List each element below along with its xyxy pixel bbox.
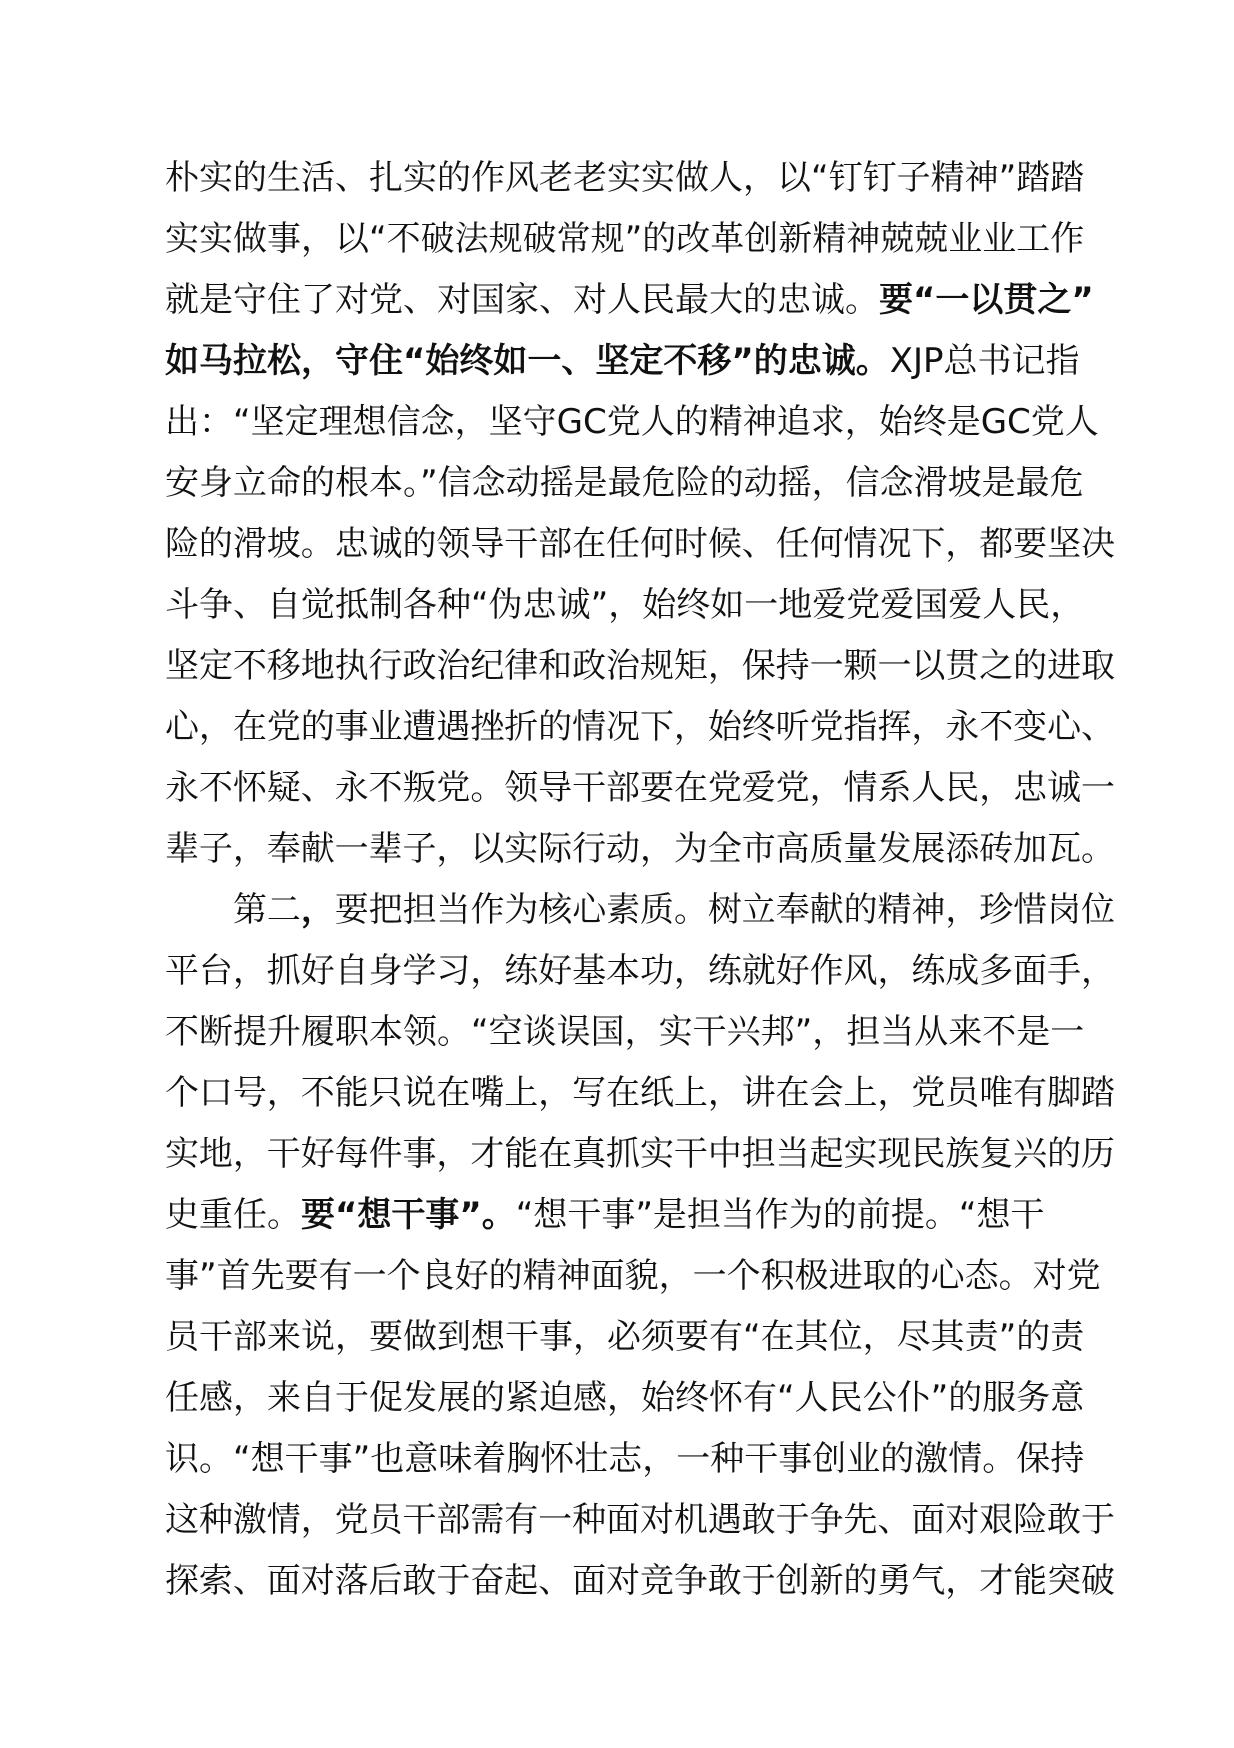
text-line: [165, 1124, 1115, 1185]
emphasized-text: 要“想干事”。: [301, 1195, 516, 1235]
text-run: 识。“想干事”也意味着胸怀壮志，一种干事创业的激情。保持: [165, 1439, 1085, 1479]
text-line: [165, 1002, 1115, 1063]
text-run: 安身立命的根本。”信念动摇是最危险的动摇，信念滑坡是最危: [165, 463, 1084, 503]
text-run: 任感，来自于促发展的紧迫感，始终怀有“人民公仆”的服务意: [165, 1378, 1085, 1418]
text-line: [165, 1551, 1115, 1612]
text-line: [165, 636, 1115, 697]
text-run: 平台，抓好自身学习，练好基本功，练就好作风，练成多面手，: [165, 951, 1115, 991]
text-run: “想干事”是担当作为的前提。“想干: [515, 1195, 1045, 1235]
text-run: 辈子，奉献一辈子，以实际行动，为全市高质量发展添砖加瓦。: [165, 829, 1115, 869]
emphasized-text: ，: [300, 890, 335, 930]
text-run: 斗争、自觉抵制各种“伪忠诚”，始终如一地爱党爱国爱人民，: [165, 585, 1085, 625]
text-line: [165, 1307, 1115, 1368]
text-run: 实地，干好每件事，才能在真抓实干中担当起实现民族复兴的历: [165, 1134, 1115, 1174]
text-line: [165, 880, 1115, 941]
text-run: 不断提升履职本领。“空谈误国，实干兴邦”，担当从来不是一: [165, 1012, 1085, 1052]
text-run: 坚定不移地执行政治纪律和政治规矩，保持一颗一以贯之的进取: [165, 646, 1115, 686]
text-run: 史重任。: [165, 1195, 301, 1235]
text-line: [165, 1063, 1115, 1124]
text-run: 探索、面对落后敢于奋起、面对竞争敢于创新的勇气，才能突破: [165, 1561, 1115, 1601]
text-line: [165, 758, 1115, 819]
text-line: [165, 270, 1115, 331]
text-run: 事”首先要有一个良好的精神面貌，一个积极进取的心态。对党: [165, 1256, 1101, 1296]
text-line: [165, 1368, 1115, 1429]
emphasized-text: 要“一以贯之”: [879, 280, 1094, 320]
text-run: XJP总书记指: [889, 341, 1080, 381]
text-run: 这种激情，党员干部需有一种面对机遇敢于争先、面对艰险敢于: [165, 1500, 1115, 1540]
text-run: 永不怀疑、永不叛党。领导干部要在党爱党，情系人民，忠诚一: [165, 768, 1115, 808]
text-line: [165, 1429, 1115, 1490]
text-line: [165, 453, 1115, 514]
text-line: [165, 1490, 1115, 1551]
text-run: 员干部来说，要做到想干事，必须要有“在其位，尽其责”的责: [165, 1317, 1085, 1357]
text-line: [165, 697, 1115, 758]
text-line: [165, 941, 1115, 1002]
text-run: 要把担当作为核心素质。树立奉献的精神，珍惜岗位: [334, 890, 1115, 930]
body-text: [165, 148, 1115, 1612]
text-run: 实实做事，以“不破法规破常规”的改革创新精神兢兢业业工作: [165, 219, 1085, 259]
text-run: 个口号，不能只说在嘴上，写在纸上，讲在会上，党员唯有脚踏: [165, 1073, 1115, 1113]
text-line: [165, 148, 1115, 209]
text-run: 第二: [233, 890, 301, 930]
text-line: [165, 1246, 1115, 1307]
text-line: [165, 575, 1115, 636]
text-line: [165, 514, 1115, 575]
text-run: 朴实的生活、扎实的作风老老实实做人，以“钉钉子精神”踏踏: [165, 158, 1085, 198]
text-line: [165, 209, 1115, 270]
text-run: 就是守住了对党、对国家、对人民最大的忠诚。: [165, 280, 879, 320]
text-run: 出：“坚定理想信念，坚守GC党人的精神追求，始终是GC党人: [165, 402, 1099, 442]
text-line: [165, 331, 1115, 392]
text-run: 心，在党的事业遭遇挫折的情况下，始终听党指挥，永不变心、: [165, 707, 1115, 747]
text-line: [165, 1185, 1115, 1246]
text-line: [165, 819, 1115, 880]
text-run: 险的滑坡。忠诚的领导干部在任何时候、任何情况下，都要坚决: [165, 524, 1115, 564]
text-line: [165, 392, 1115, 453]
emphasized-text: 如马拉松，守住“始终如一、坚定不移”的忠诚。: [165, 341, 890, 381]
